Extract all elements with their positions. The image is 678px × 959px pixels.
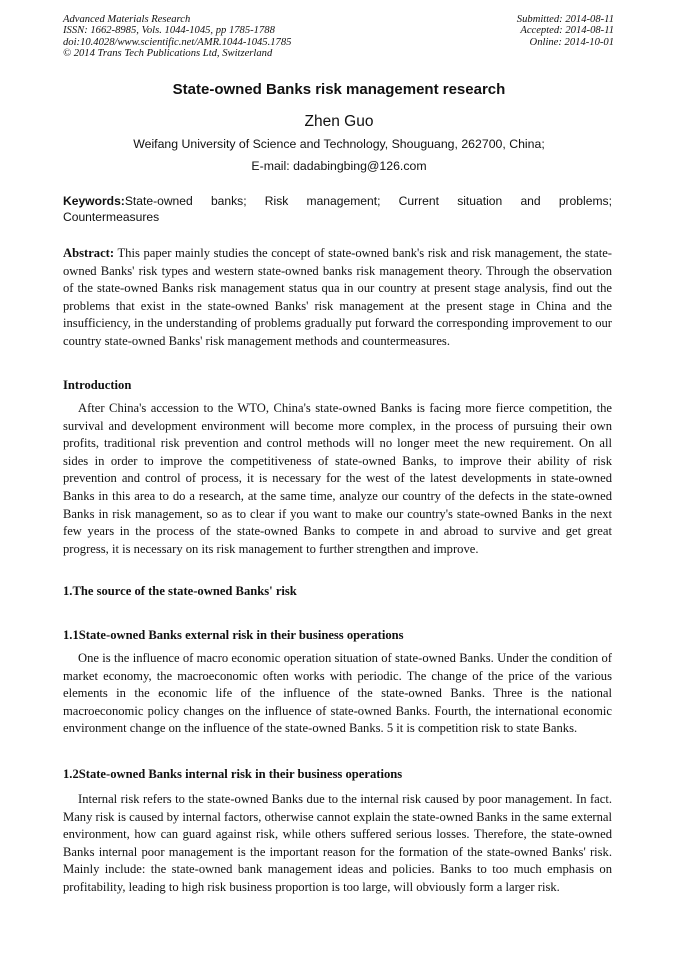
keywords-block (63, 194, 612, 225)
paper-title: State-owned Banks risk management research (172, 81, 506, 98)
keyword: problems; (558, 194, 612, 208)
abstract-text: This paper mainly studies the concept of state-owned bank's risk and risk management, the state-owned Banks' risk types and western state-owned banks risk management theory. Through the observation of the state-owned Banks risk management status qua in our country at present stage analysis, find out the problems that exist in the state-owned Banks' risk management at the present stage in China and the insufficiency, in the understanding of problems gradually put forward the corresponding improvement to our country state-owned Banks' risk management methods and countermeasures. (63, 246, 612, 348)
section-1-2-paragraph: Internal risk refers to the state-owned Banks due to the internal risk caused by poor management. In fact. Many risk is caused by internal factors, otherwise cannot explain the state-owned Banks in the same external environment, how can guard against risk, while others suffered serious losses. Therefore, the state-owned Banks internal poor management is the important reason for the formation of the state-owned Banks' risk. Mainly include: the state-owned bank management ideas and policies. Banks to too much emphasis on profitability, leading to high risk business proportion is too large, will obviously form a larger risk. (63, 792, 612, 894)
introduction-heading: Introduction (63, 378, 132, 392)
section-1-1-heading: 1.1State-owned Banks external risk in their business operations (63, 628, 404, 642)
keyword: situation (457, 194, 503, 208)
keywords-line-1 (63, 194, 612, 210)
abstract-section (63, 245, 612, 351)
issn-line: ISSN: 1662-8985, Vols. 1044-1045, pp 1785-1788 (63, 25, 275, 37)
copyright-line: © 2014 Trans Tech Publications Ltd, Switzerland (63, 47, 273, 59)
journal-info (63, 14, 291, 59)
author-email[interactable]: E-mail: dadabingbing@126.com (251, 159, 427, 173)
author-name: Zhen Guo (304, 113, 374, 130)
introduction-section (63, 400, 612, 558)
keyword: banks; (210, 194, 247, 208)
section-1-1-paragraph: One is the influence of macro economic operation situation of state-owned Banks. Under the condition of market economy, the macroeconomic often works with periodic. The change of the price of the various elements in the economic life of the influence of the state-owned Banks. Three is the national macroeconomic policy changes on the influence of state-owned Banks. Fourth, the international economic environment change on the influence of the state-owned Banks. 5 it is competition risk to state Banks. (63, 651, 612, 736)
introduction-paragraph: After China's accession to the WTO, China's state-owned Banks is facing more fierce competition, the survival and development environment will become more complex, in the process of pursuing their own profits, traditional risk prevention and control methods will no longer meet the new requirement. On all sides in order to improve the competitiveness of state-owned Banks, to improve their ability of risk prevention and control of process, it is necessary for the west of the latest developments in state-owned Banks in this area to do a research, at the same time, analyze our country of the defects in the state-owned Banks in risk management, so as to clear if you want to make our country's state-owned Banks in the next few years in the process of the state-owned Banks to compete in and abroad to survive and get great progress, it is necessary on its risk management to further strengthen and improve. (63, 401, 612, 556)
journal-name: Advanced Materials Research (63, 14, 191, 25)
keyword: Risk (264, 194, 289, 208)
online-date: Online: 2014-10-01 (529, 36, 614, 48)
dates-info (517, 14, 614, 48)
keyword: management; (306, 194, 381, 208)
keywords-label: Keywords: (63, 194, 125, 208)
section-1-1-body (63, 650, 612, 738)
submitted-date: Submitted: 2014-08-11 (516, 14, 614, 25)
keywords-line-2: Countermeasures (63, 209, 160, 224)
abstract-paragraph (63, 245, 612, 351)
keyword: Current (398, 194, 439, 208)
affiliation: Weifang University of Science and Technology, Shouguang, 262700, China; (133, 137, 545, 151)
doi-line[interactable]: doi:10.4028/www.scientific.net/AMR.1044-1045.1785 (63, 36, 292, 48)
section-1-2-body (63, 791, 612, 897)
accepted-date: Accepted: 2014-08-11 (520, 25, 614, 37)
section-1-heading: 1.The source of the state-owned Banks' risk (63, 584, 297, 598)
keyword: and (520, 194, 541, 208)
keyword: State-owned (124, 194, 193, 208)
abstract-label: Abstract: (63, 246, 115, 260)
section-1-2-heading: 1.2State-owned Banks internal risk in their business operations (63, 767, 403, 781)
